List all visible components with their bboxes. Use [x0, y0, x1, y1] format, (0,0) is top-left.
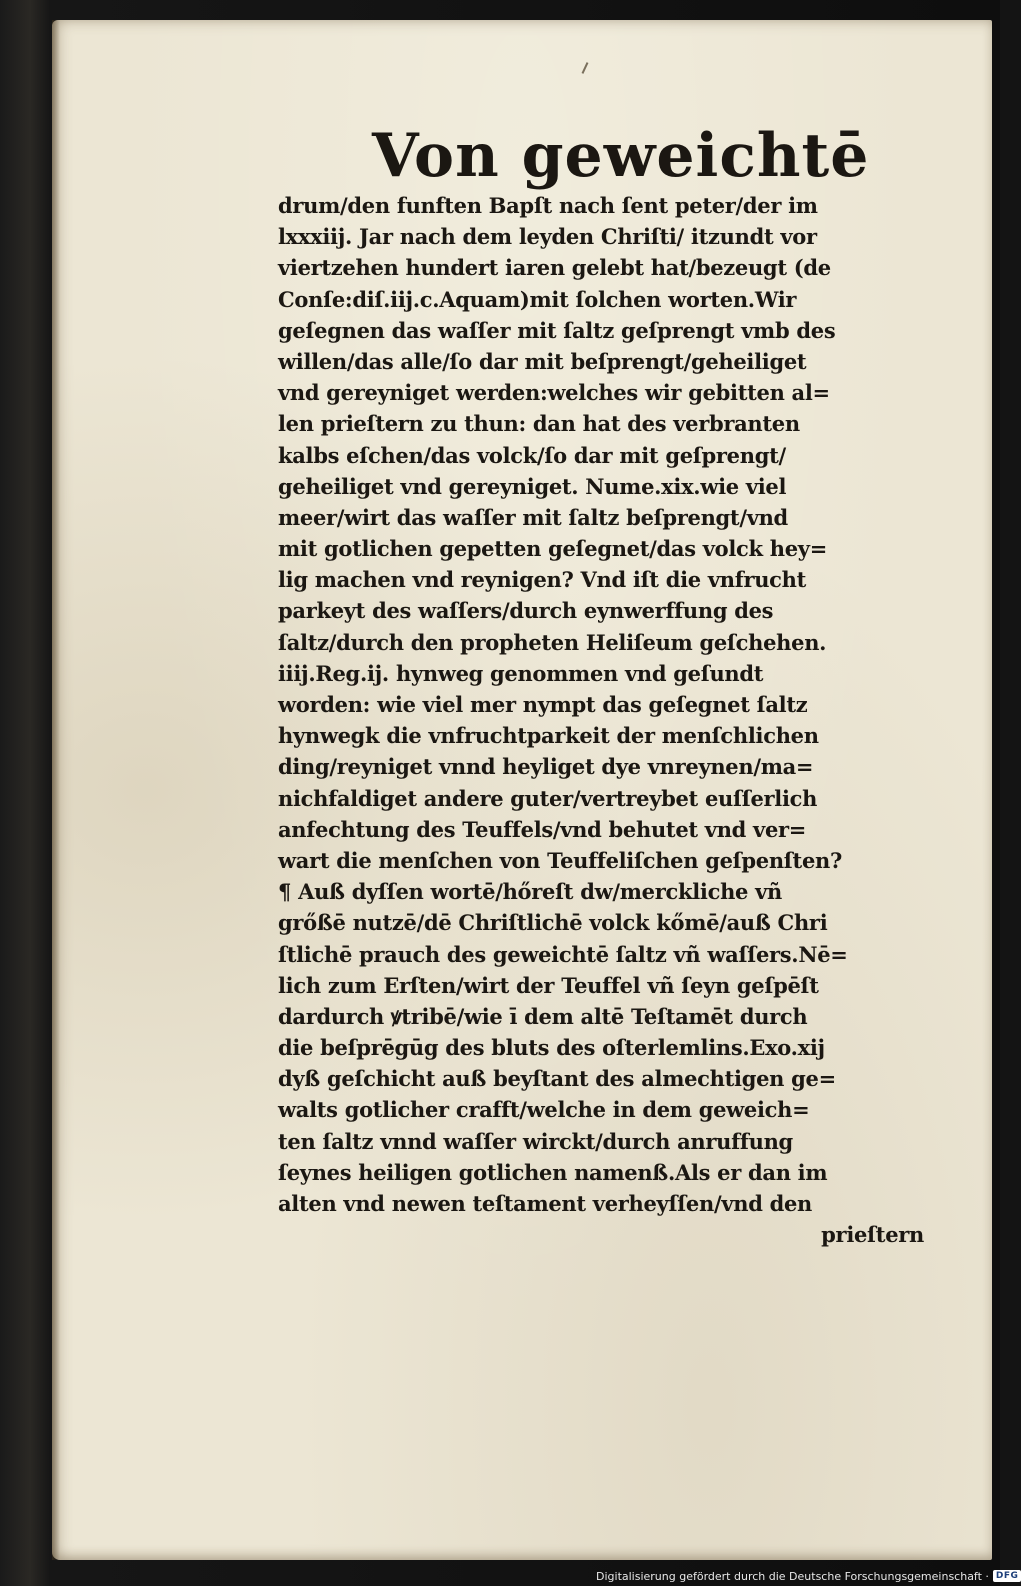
text-line: anfechtung des Teuffels/vnd behutet vnd ver=: [278, 816, 807, 842]
text-line: walts gotlicher crafft/welche in dem geweich=: [278, 1097, 810, 1123]
text-line: willen/das alle/ſo dar mit beſprengt/geheiliget: [278, 348, 807, 374]
text-line: nichfaldiget andere guter/vertreybet euſſerlich: [278, 785, 818, 811]
text-line: lxxxiij. Jar nach dem leyden Chriſti/ itzundt vor: [278, 224, 817, 250]
text-line: Conſe:diſ.iij.c.Aquam)mit ſolchen worten.Wir: [278, 286, 797, 312]
catchword: prieſtern: [821, 1222, 924, 1248]
text-block: [278, 190, 928, 1250]
text-line: iiij.Reg.ij. hynweg genommen vnd geſundt: [278, 660, 764, 686]
text-line: lig machen vnd reynigen? Vnd iſt die vnfrucht: [278, 567, 807, 593]
text-line: drum/den funften Bapſt nach ſent peter/der im: [278, 193, 818, 218]
text-line: kalbs eſchen/das volck/ſo dar mit geſprengt/: [278, 442, 786, 468]
text-line: ¶ Auß dyſſen wortē/hőreſt dw/merckliche vñ: [278, 879, 782, 905]
text-line: ſtlichē prauch des geweichtē ſaltz vñ waſſers.Nē=: [278, 941, 848, 967]
text-line: viertzehen hundert iaren gelebt hat/bezeugt (de: [278, 255, 831, 281]
page-heading: Von geweichtē: [372, 121, 870, 191]
text-line: hynwegk die vnfruchtparkeit der menſchlichen: [278, 723, 819, 749]
page-gutter-shadow: [52, 20, 60, 1560]
text-line: parkeyt des waſſers/durch eynwerffung des: [278, 598, 774, 624]
dfg-logo: DFG: [993, 1570, 1021, 1582]
text-line: lich zum Erſten/wirt der Teuffel vñ ſeyn geſpēſt: [278, 972, 819, 998]
text-line: ſeynes heiligen gotlichen namenß.Als er dan im: [278, 1159, 828, 1185]
credit-text: Digitalisierung gefördert durch die Deutsche Forschungsgemeinschaft ·: [596, 1569, 989, 1583]
text-line: mit gotlichen gepetten geſegnet/das volck hey=: [278, 536, 827, 562]
text-line: worden: wie viel mer nympt das geſegnet ſaltz: [278, 692, 808, 717]
text-line: grőßē nutzē/dē Chriſtlichē volck kőmē/auß Chri: [278, 910, 828, 936]
digitization-credit: [596, 1566, 1021, 1586]
text-line: geheiliget vnd gereyniget. Nume.xix.wie viel: [278, 473, 787, 499]
text-line: ding/reyniget vnnd heyliget dye vnreynen/ma=: [278, 754, 814, 780]
text-line: ſaltz/durch den propheten Heliſeum geſchehen.: [278, 629, 827, 655]
text-line: geſegnen das waſſer mit ſaltz geſprengt vmb des: [278, 317, 836, 343]
text-line: wart die menſchen von Teuffeliſchen geſpenſten?: [278, 847, 842, 873]
text-line: dardurch ꝟtribē/wie ī dem altē Teſtamēt durch: [278, 1003, 808, 1029]
text-line: die beſprēgūg des bluts des oſterlemlins.Exo.xij: [278, 1035, 825, 1061]
text-line: meer/wirt das waſſer mit ſaltz beſprengt/vnd: [278, 504, 788, 530]
text-line: dyß geſchicht auß beyſtant des almechtigen ge=: [278, 1066, 836, 1092]
text-line: alten vnd newen teſtament verheyſſen/vnd den: [278, 1191, 813, 1216]
text-line: vnd gereyniget werden:welches wir gebitten al=: [278, 380, 830, 406]
text-line: len prieſtern zu thun: dan hat des verbranten: [278, 411, 800, 437]
text-line: ten ſaltz vnnd waſſer wirckt/durch anruffung: [278, 1128, 793, 1154]
